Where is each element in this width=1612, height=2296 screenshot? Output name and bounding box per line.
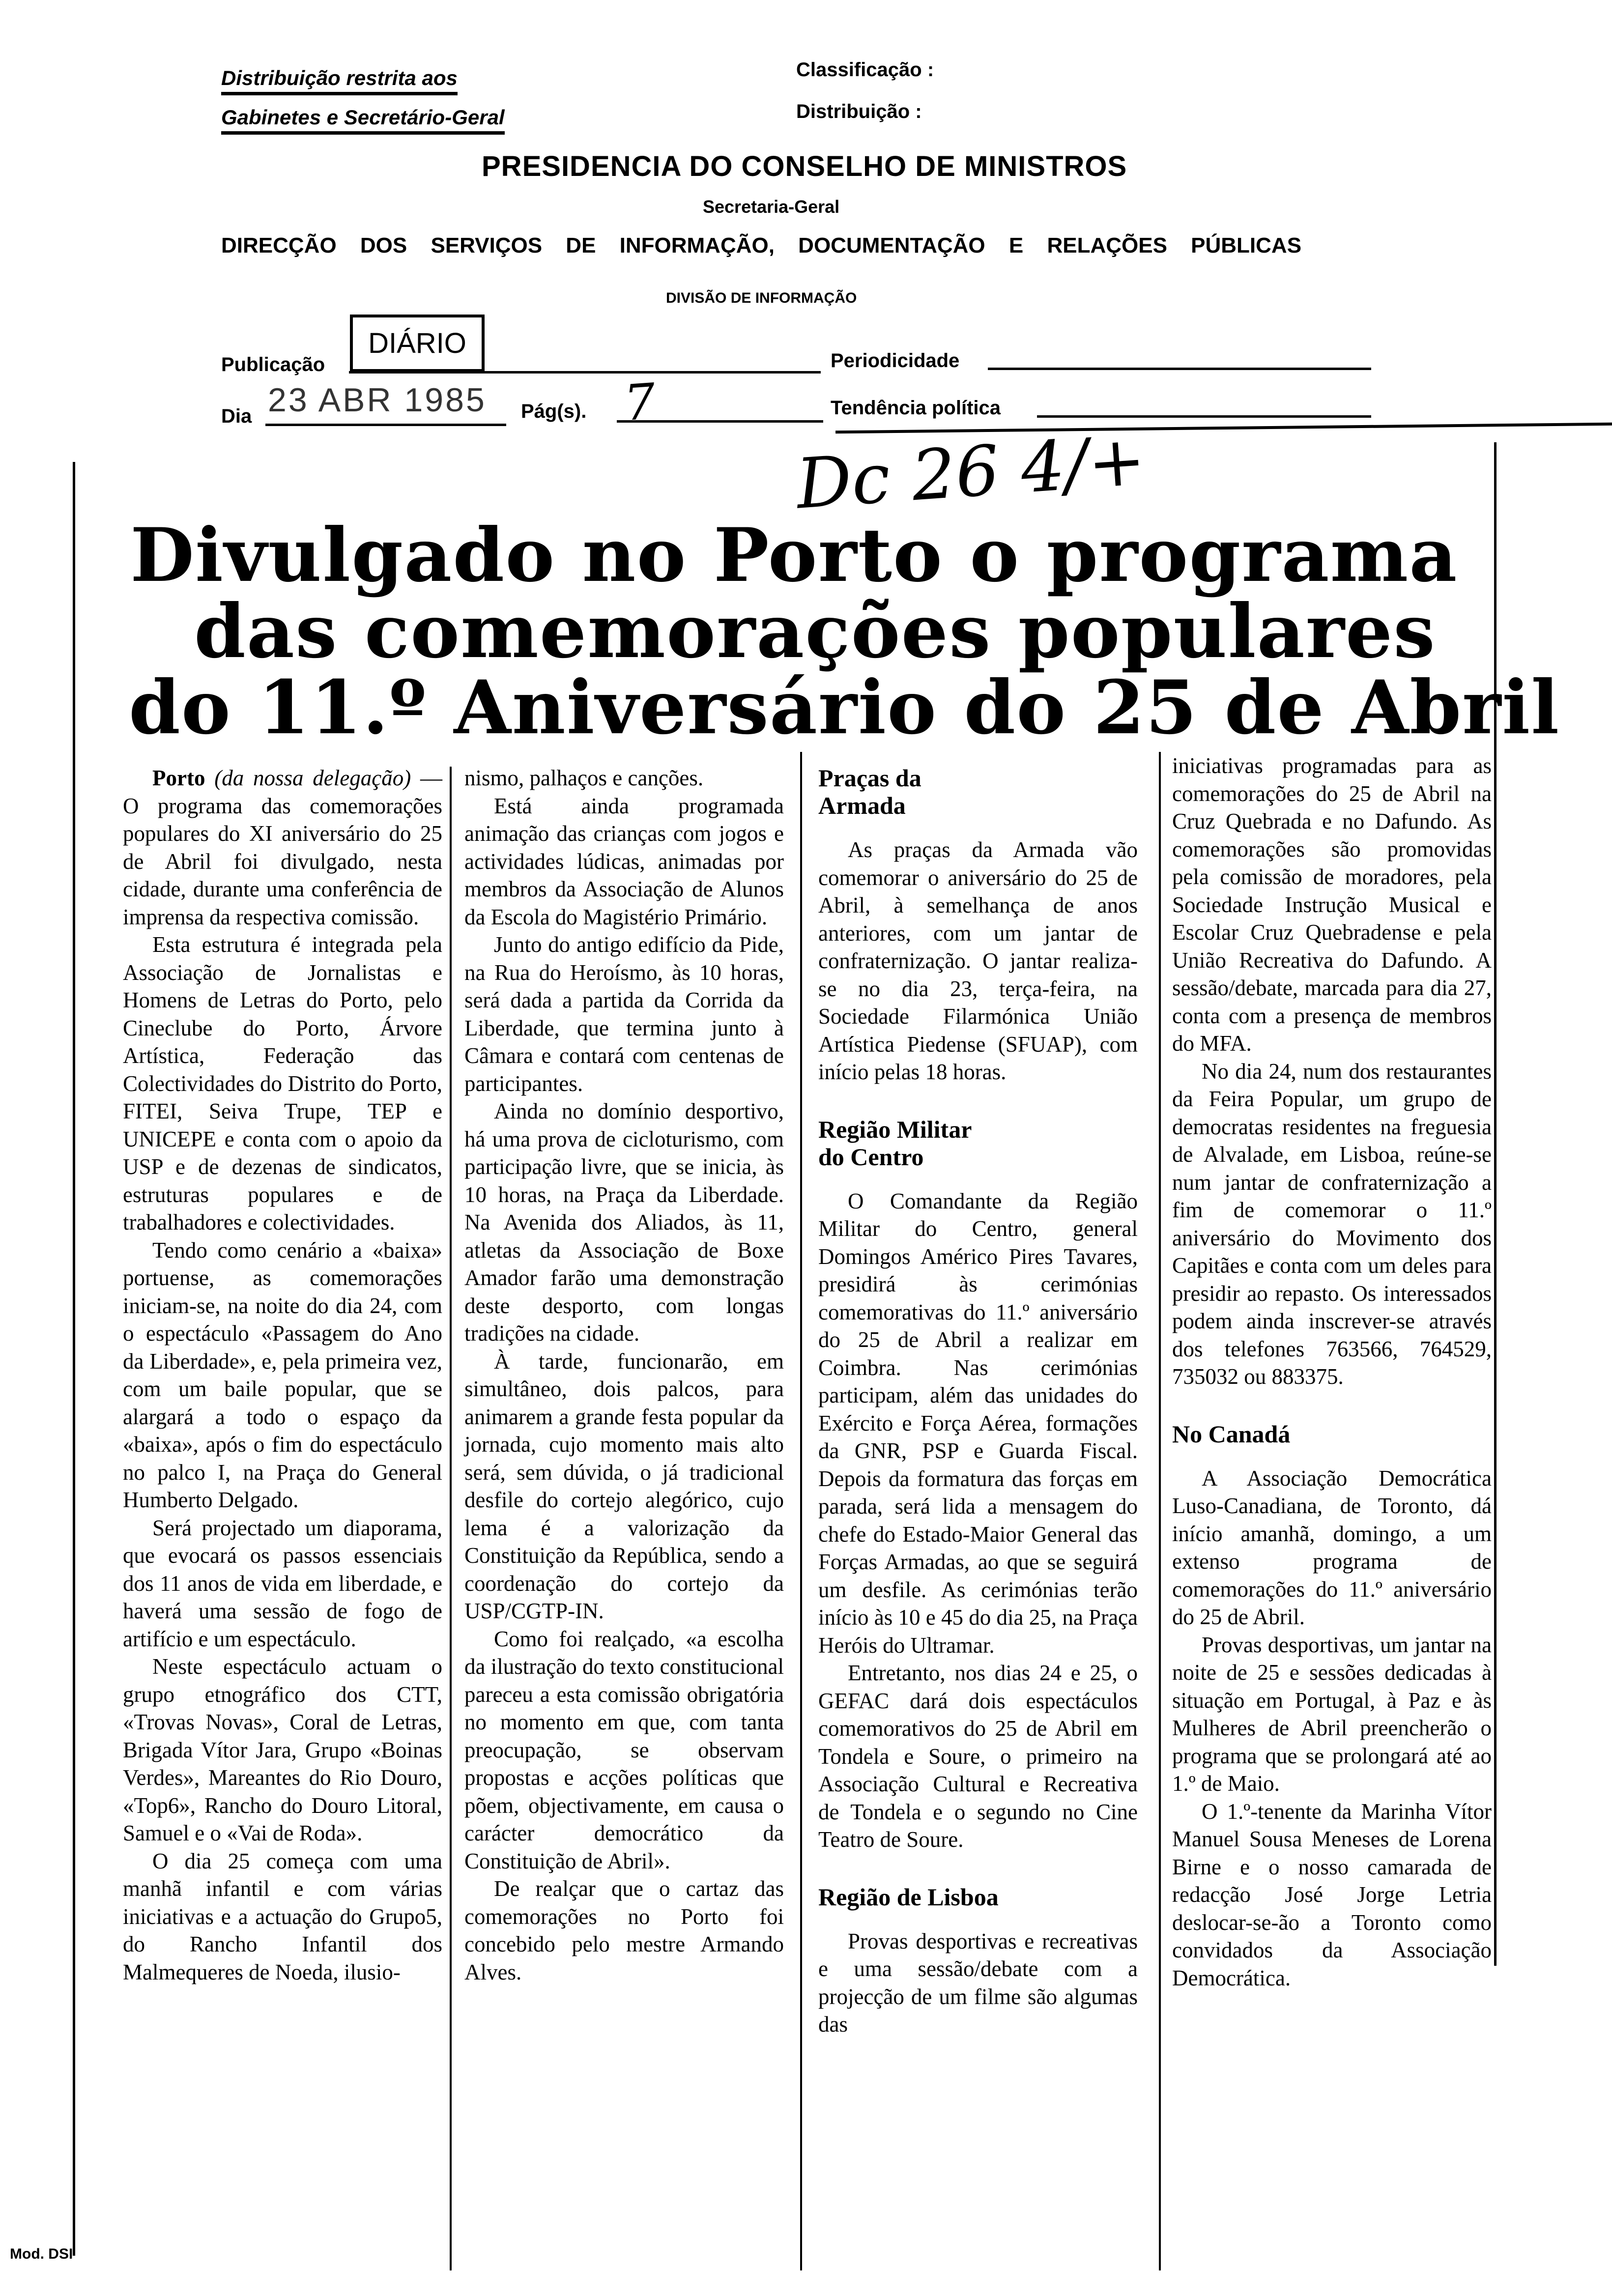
paragraph: nismo, palhaços e canções. bbox=[464, 766, 704, 790]
paragraph: Junto do antigo edifício da Pide, na Rua do Heroísmo, às 10 horas, será dada a partida da Corrida da Liberdade, que termina junto à Câmara e contará com centenas de participantes. bbox=[464, 932, 784, 1096]
publication-field-line bbox=[349, 371, 821, 373]
pages-field-line bbox=[617, 420, 823, 423]
division-label: DIVISÃO DE INFORMAÇÃO bbox=[666, 290, 857, 306]
paragraph: As praças da Armada vão comemorar o aniversário do 25 de Abril, à semelhança de anos anteriores, com um jantar de confraternização. O jantar realiza-se no dia 23, terça-feira, na Sociedade Filarmónica União Artística Piedense (SFUAP), com início pelas 18 horas. bbox=[818, 837, 1138, 1084]
paragraph: Está ainda programada animação das crianças com jogos e actividades lúdicas, animadas por membros da Associação de Alunos da Escola do Magistério Primário. bbox=[464, 793, 784, 929]
institution-title: PRESIDENCIA DO CONSELHO DE MINISTROS bbox=[482, 150, 1127, 182]
distribution-restriction-line1: Distribuição restrita aos bbox=[221, 66, 458, 95]
date-stamp: 23 ABR 1985 bbox=[268, 381, 487, 419]
day-field-line bbox=[265, 424, 506, 426]
paragraph: Esta estrutura é integrada pela Associação de Jornalistas e Homens de Letras do Porto, pelo Cineclube do Porto, Árvore Artística, Federação das Colectividades do Distrito do Porto, FITEI, Seiva Trupe, TEP e UNICEPE e conta com o apoio da USP e de dezenas de sindicatos, estruturas populares e de trabalhadores e colectividades. bbox=[123, 932, 442, 1234]
paragraph: Será projectado um diaporama, que evocará os passos essenciais dos 11 anos de vida em liberdade, e haverá uma sessão de fogo de artifício e um espectáculo. bbox=[123, 1515, 442, 1651]
subheading: Praças da Armada bbox=[818, 764, 921, 819]
paragraph: O dia 25 começa com uma manhã infantil e com várias iniciativas e a actuação do Grupo5, do Rancho Infantil dos Malmequeres de Noeda, ilusio- bbox=[123, 1848, 442, 1984]
lead-text: — O programa das comemorações populares do XI aniversário do 25 de Abril foi divulgado, nesta cidade, durante uma conferência de imprensa da respectiva comissão. bbox=[123, 766, 442, 929]
paragraph: Tendo como cenário a «baixa» portuense, as comemorações iniciam-se, na noite do dia 24, com o espectáculo «Passagem do Ano da Liberdade», e, pela primeira vez, com um baile popular, que se alargará a todo o espaço da «baixa», após o fim do espectáculo no palco I, na Praça do General Humberto Delgado. bbox=[123, 1237, 442, 1512]
paragraph: No dia 24, num dos restaurantes da Feira Popular, um grupo de democratas residentes na freguesia de Alvalade, em Lisboa, reúne-se num jantar de confraternização a fim de comemorar o 11.º aniversário do Movimento dos Capitães e conta com um deles para presidir ao repasto. Os interessados podem ainda inscrever-se através dos telefones 763566, 764529, 735032 ou 883375. bbox=[1172, 1059, 1492, 1389]
paragraph: iniciativas programadas para as comemorações do 25 de Abril na Cruz Quebrada e no Dafundo. As comemorações são promovidas pela comissão de moradores, pela Sociedade Instrução Musical e Escolar Cruz Quebradense e pela União Recreativa do Dafundo. A sessão/debate, marcada para dia 27, conta com a presença de membros do MFA. bbox=[1172, 753, 1492, 1056]
publication-label: Publicação bbox=[221, 354, 325, 375]
pages-handwritten-value: 7 bbox=[622, 372, 658, 432]
pages-label: Pág(s). bbox=[521, 401, 587, 422]
clipping-top-rule bbox=[835, 423, 1612, 434]
lead-paragraph bbox=[123, 764, 442, 931]
headline-line-3: do 11.º Aniversário do 25 de Abril bbox=[129, 664, 1560, 751]
publication-stamp: DIÁRIO bbox=[350, 315, 485, 372]
paragraph: Ainda no domínio desportivo, há uma prova de cicloturismo, com participação livre, que se inicia, às 10 horas, na Praça da Liberdade. Na Avenida dos Aliados, às 11, atletas da Associação de Boxe Amador farão uma demonstração deste desporto, com longas tradições na cidade. bbox=[464, 1099, 784, 1346]
paragraph: O 1.º-tenente da Marinha Vítor Manuel Sousa Meneses de Lorena Birne e o nosso camarada de redacção José Jorge Letria deslocar-se-ão a Toronto como convidados da Associação Democrática. bbox=[1172, 1799, 1492, 1990]
classification-label: Classificação : bbox=[796, 59, 934, 81]
political-tendency-label: Tendência política bbox=[831, 397, 1001, 419]
headline-line-1: Divulgado no Porto o programa bbox=[130, 512, 1458, 599]
article-column-4 bbox=[1172, 752, 1492, 1992]
paragraph: A Associação Democrática Luso-Canadiana, de Toronto, dá início amanhã, domingo, a um extenso programa de comemorações do 11.º aniversário do 25 de Abril. bbox=[1172, 1465, 1492, 1629]
dateline: Porto bbox=[152, 766, 205, 790]
distribution-label: Distribuição : bbox=[796, 101, 922, 122]
article-column-1 bbox=[123, 764, 442, 1986]
form-code: Mod. DSI bbox=[10, 2246, 73, 2262]
secretariat-label: Secretaria-Geral bbox=[703, 197, 840, 217]
paragraph: O Comandante da Região Militar do Centro, general Domingos Américo Pires Tavares, presidirá às cerimónias comemorativas do 11.º aniversário do 25 de Abril a realizar em Coimbra. Nas cerimónias participam, além das unidades do Exército e Força Aérea, formações da GNR, PSP e Guarda Fiscal. Depois da formatura das forças em parada, será lida a mensagem do chefe do Estado-Maior General das Forças Armadas, ao que se seguirá um desfile. As cerimónias terão início às 10 e 45 do dia 25, na Praça Heróis do Ultramar. bbox=[818, 1188, 1138, 1658]
day-label: Dia bbox=[221, 405, 252, 427]
paragraph: Neste espectáculo actuam o grupo etnográfico dos CTT, «Trovas Novas», Coral de Letras, Brigada Vítor Jara, Grupo «Boinas Verdes», Mareantes do Rio Douro, «Top6», Rancho do Douro Litoral, Samuel e o «Vai de Roda». bbox=[123, 1654, 442, 1845]
column-divider bbox=[450, 767, 452, 2270]
column-divider bbox=[1159, 752, 1161, 2270]
article-column-3 bbox=[818, 764, 1138, 2038]
distribution-restriction-line2: Gabinetes e Secretário-Geral bbox=[221, 106, 505, 135]
paragraph: À tarde, funcionarão, em simultâneo, dois palcos, para animarem a grande festa popular da jornada, cujo momento mais alto será, sem dúvida, o já tradicional desfile do cortejo alegórico, cujo lema é a valorização da Constituição da República, sendo a coordenação do cortejo da USP/CGTP-IN. bbox=[464, 1349, 784, 1623]
headline-line-2: das comemorações populares bbox=[194, 588, 1436, 675]
paragraph: Como foi realçado, «a escolha da ilustração do texto constitucional pareceu a esta comissão obrigatória no momento em que, com tanta preocupação, se observam propostas e acções políticas que põem, objectivamente, em causa o carácter democrático da Constituição de Abril». bbox=[464, 1626, 784, 1873]
periodicity-label: Periodicidade bbox=[831, 350, 960, 372]
subheading: Região Militar do Centro bbox=[818, 1115, 972, 1171]
paragraph: Provas desportivas, um jantar na noite de 25 e sessões dedicadas à situação em Portugal, à Paz e às Mulheres de Abril preencherão o programa que se prolongará até ao 1.º de Maio. bbox=[1172, 1632, 1492, 1796]
column-divider bbox=[800, 752, 802, 2270]
paragraph: Provas desportivas e recreativas e uma sessão/debate com a projecção de um filme são algumas das bbox=[818, 1928, 1138, 2037]
subheading: No Canadá bbox=[1172, 1420, 1291, 1448]
political-field-line bbox=[1037, 415, 1371, 418]
clipping-left-rule bbox=[73, 462, 75, 2256]
paragraph: Entretanto, nos dias 24 e 25, o GEFAC dará dois espectáculos comemorativos do 25 de Abril em Tondela e Soure, o primeiro na Associação Cultural e Recreativa de Tondela e o segundo no Cine Teatro de Soure. bbox=[818, 1661, 1138, 1852]
periodicity-field-line bbox=[988, 368, 1371, 370]
directorate-title: DIRECÇÃO DOS SERVIÇOS DE INFORMAÇÃO, DOCUMENTAÇÃO E RELAÇÕES PÚBLICAS bbox=[221, 233, 1302, 258]
article-column-2 bbox=[464, 764, 784, 1986]
subheading: Região de Lisboa bbox=[818, 1883, 999, 1911]
paragraph: De realçar que o cartaz das comemorações no Porto foi concebido pelo mestre Armando Alves. bbox=[464, 1876, 784, 1984]
dateline-note: (da nossa delegação) bbox=[214, 766, 411, 790]
handwritten-annotation: Dc 26 4/+ bbox=[794, 420, 1149, 525]
